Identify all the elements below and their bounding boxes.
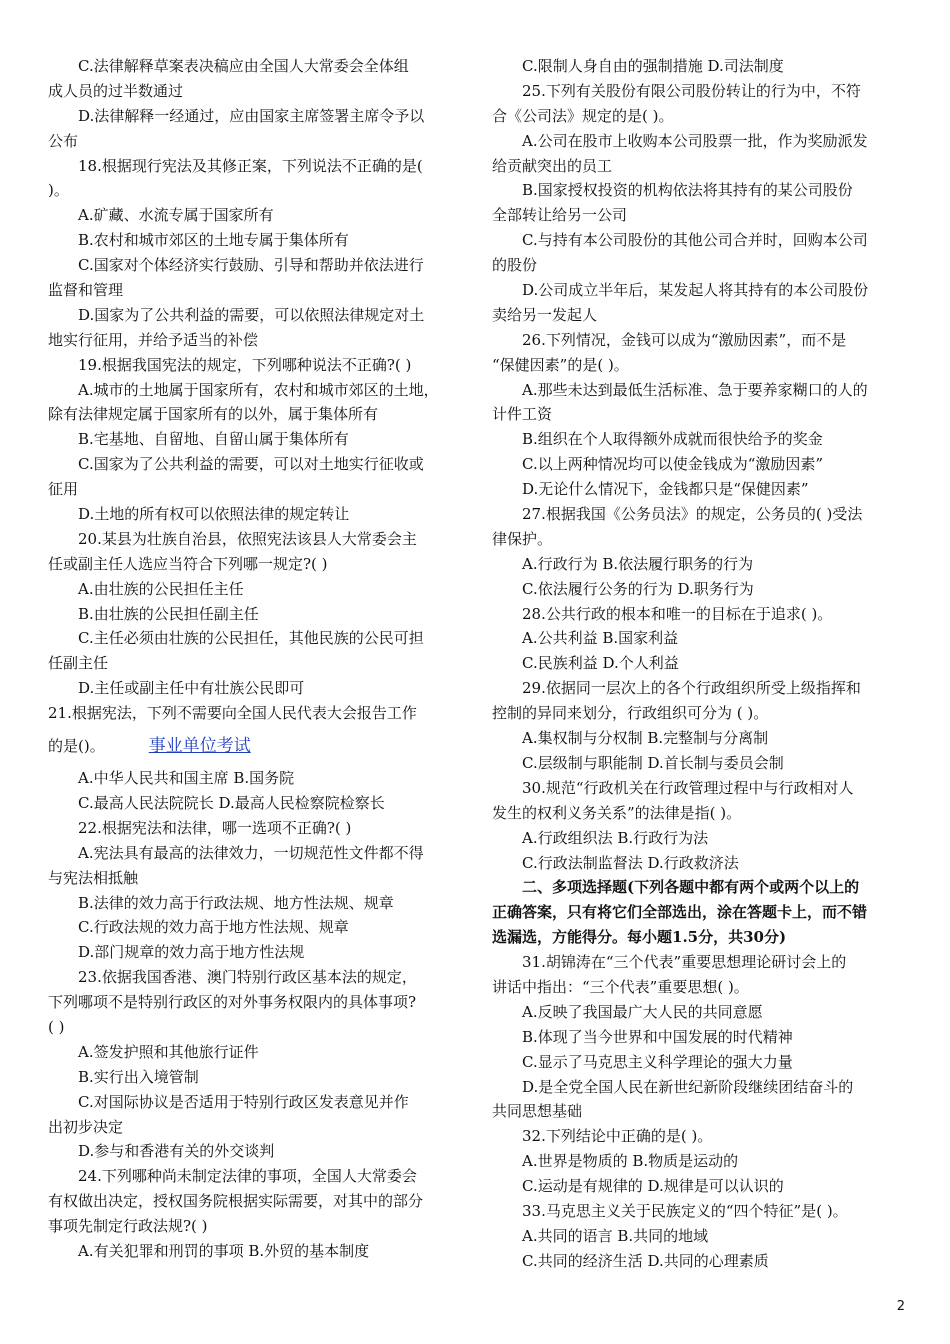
text-line: ( ) <box>48 1017 65 1036</box>
text-line: A.中华人民共和国主席 B.国务院 <box>78 769 295 788</box>
text-line: 有权做出决定，授权国务院根据实际需要，对其中的部分 <box>48 1192 424 1211</box>
text-line: D.国家为了公共利益的需要，可以依照法律规定对土 <box>78 305 425 324</box>
text-line: A.反映了我国最广大人民的共同意愿 <box>522 1002 763 1021</box>
text-line: B.农村和城市郊区的土地专属于集体所有 <box>78 231 349 250</box>
text-line: C.行政法制监督法 D.行政救济法 <box>522 853 739 872</box>
text-line: D.主任或副主任中有壮族公民即可 <box>78 679 305 698</box>
text-line: 二、多项选择题(下列各题中都有两个或两个以上的 <box>522 878 860 897</box>
text-line: C.国家对个体经济实行鼓励、引导和帮助并依法进行 <box>78 256 424 275</box>
text-line: 21.根据宪法，下列不需要向全国人民代表大会报告工作 <box>48 704 417 723</box>
text-line: 合《公司法》规定的是( )。 <box>492 106 674 125</box>
text-line: A.共同的语言 B.共同的地域 <box>522 1226 709 1245</box>
text-line: C.与持有本公司股份的其他公司合并时，回购本公司 <box>522 231 868 250</box>
text-line: D.部门规章的效力高于地方性法规 <box>78 943 305 962</box>
text-line: 成人员的过半数通过 <box>48 81 184 100</box>
question-21-tail-line <box>48 726 460 766</box>
right-column <box>492 54 904 1274</box>
left-column-part-2 <box>48 766 460 1264</box>
text-line: D.土地的所有权可以依照法律的规定转让 <box>78 505 350 524</box>
text-line: C.法律解释草案表决稿应由全国人大常委会全体组 <box>78 57 409 75</box>
text-line: 30.规范“行政机关在行政管理过程中与行政相对人 <box>522 778 854 797</box>
text-line: 22.根据宪法和法律，哪一选项不正确?( ) <box>78 818 352 837</box>
exam-link[interactable]: 事业单位考试 <box>148 736 251 757</box>
text-line: B.宅基地、自留地、自留山属于集体所有 <box>78 430 349 449</box>
text-line: 全部转让给另一公司 <box>492 206 628 225</box>
text-line: A.集权制与分权制 B.完整制与分离制 <box>522 729 769 748</box>
text-line: 32.下列结论中正确的是( )。 <box>522 1127 713 1146</box>
text-line: 给贡献突出的员工 <box>492 156 613 175</box>
text-line: C.民族利益 D.个人利益 <box>522 654 679 673</box>
page-number: 2 <box>896 1299 905 1314</box>
text-line: A.有关犯罪和刑罚的事项 B.外贸的基本制度 <box>78 1241 370 1260</box>
question-21-tail: 的是()。 <box>48 737 105 756</box>
text-line: 19.根据我国宪法的规定，下列哪种说法不正确?( ) <box>78 355 412 374</box>
text-line: 律保护。 <box>492 529 553 548</box>
text-line: A.公司在股市上收购本公司股票一批，作为奖励派发 <box>522 131 868 150</box>
text-line: 计件工资 <box>492 405 553 424</box>
text-line: 除有法律规定属于国家所有的以外，属于集体所有 <box>48 405 379 424</box>
text-line: 出初步决定 <box>48 1117 124 1136</box>
text-line: 的股份 <box>492 256 538 275</box>
text-line: C.依法履行公务的行为 D.职务行为 <box>522 579 754 598</box>
text-line: B.法律的效力高于行政法规、地方性法规、规章 <box>78 893 394 912</box>
text-line: A.行政组织法 B.行政行为法 <box>522 828 709 847</box>
text-line: 27.根据我国《公务员法》的规定，公务员的( )受法 <box>522 505 863 524</box>
text-line: A.那些未达到最低生活标准、急于要养家糊口的人的 <box>522 380 868 399</box>
text-line: C.国家为了公共利益的需要，可以对土地实行征收或 <box>78 455 424 474</box>
text-line: A.公共利益 B.国家利益 <box>522 629 679 648</box>
text-line: 26.下列情况，金钱可以成为“激励因素”，而不是 <box>522 330 847 349</box>
text-line: B.组织在个人取得额外成就而很快给予的奖金 <box>522 430 823 449</box>
text-line: 31.胡锦涛在“三个代表”重要思想理论研讨会上的 <box>522 953 847 972</box>
text-line: 18.根据现行宪法及其修正案，下列说法不正确的是( <box>78 156 423 175</box>
text-line: 20.某县为壮族自治县，依照宪法该县人大常委会主 <box>78 529 417 548</box>
text-line: D.是全党全国人民在新世纪新阶段继续团结奋斗的 <box>522 1077 854 1096</box>
text-line: 23.依据我国香港、澳门特别行政区基本法的规定， <box>78 968 417 987</box>
text-line: 征用 <box>48 480 79 499</box>
text-line: A.世界是物质的 B.物质是运动的 <box>522 1152 739 1171</box>
text-line: B.由壮族的公民担任副主任 <box>78 604 259 623</box>
text-line: C.共同的经济生活 D.共同的心理素质 <box>522 1251 769 1270</box>
text-line: 与宪法相抵触 <box>48 868 139 887</box>
text-line: 任副主任 <box>48 654 109 673</box>
text-line: C.以上两种情况均可以使金钱成为“激励因素” <box>522 455 824 474</box>
text-line: B.国家授权投资的机构依法将其持有的某公司股份 <box>522 181 853 200</box>
text-line: 卖给另一发起人 <box>492 305 598 324</box>
text-line: D.法律解释一经通过，应由国家主席签署主席令予以 <box>78 106 425 125</box>
text-line: C.对国际协议是否适用于特别行政区发表意见并作 <box>78 1092 409 1111</box>
text-line: C.最高人民法院院长 D.最高人民检察院检察长 <box>78 793 385 812</box>
text-line: C.层级制与职能制 D.首长制与委员会制 <box>522 753 784 772</box>
text-line: “保健因素”的是( )。 <box>492 355 629 374</box>
text-line: 地实行征用，并给予适当的补偿 <box>48 330 259 349</box>
text-line: A.签发护照和其他旅行证件 <box>78 1042 259 1061</box>
text-line: 29.依据同一层次上的各个行政组织所受上级指挥和 <box>522 679 861 698</box>
right-column-lines <box>492 54 904 1274</box>
text-line: B.体现了当今世界和中国发展的时代精神 <box>522 1027 793 1046</box>
text-line: C.显示了马克思主义科学理论的强大力量 <box>522 1052 793 1071</box>
text-line: C.运动是有规律的 D.规律是可以认识的 <box>522 1177 784 1196</box>
text-line: A.矿藏、水流专属于国家所有 <box>78 206 274 225</box>
text-line: 任或副主任人选应当符合下列哪一规定?( ) <box>48 554 328 573</box>
text-line: 28.公共行政的根本和唯一的目标在于追求( )。 <box>522 604 833 623</box>
text-line: 正确答案，只有将它们全部选出，涂在答题卡上，而不错 <box>492 903 868 922</box>
left-column <box>48 54 460 1264</box>
text-line: A.宪法具有最高的法律效力，一切规范性文件都不得 <box>78 843 424 862</box>
text-line: 讲话中指出：“三个代表”重要思想( )。 <box>492 977 749 996</box>
text-line: B.实行出入境管制 <box>78 1067 199 1086</box>
text-line: 下列哪项不是特别行政区的对外事务权限内的具体事项? <box>48 993 417 1012</box>
text-line: A.城市的土地属于国家所有，农村和城市郊区的土地， <box>78 380 439 399</box>
text-line: D.公司成立半年后，某发起人将其持有的本公司股份 <box>522 281 869 300</box>
text-line: D.参与和香港有关的外交谈判 <box>78 1142 275 1161</box>
text-line: 公布 <box>48 131 79 150</box>
text-line: 事项先制定行政法规?( ) <box>48 1217 208 1236</box>
text-line: )。 <box>48 181 69 200</box>
text-line: 共同思想基础 <box>492 1102 583 1121</box>
left-column-part-1 <box>48 54 460 726</box>
text-line: 发生的权利义务关系”的法律是指( )。 <box>492 803 742 822</box>
text-line: 25.下列有关股份有限公司股份转让的行为中，不符 <box>522 81 861 100</box>
text-line: D.无论什么情况下，金钱都只是“保健因素” <box>522 480 809 499</box>
text-line: A.行政行为 B.依法履行职务的行为 <box>522 554 754 573</box>
text-line: 33.马克思主义关于民族定义的“四个特征”是( )。 <box>522 1201 848 1220</box>
text-line: A.由壮族的公民担任主任 <box>78 579 244 598</box>
text-line: 监督和管理 <box>48 281 124 300</box>
text-line: 控制的异同来划分，行政组织可分为 ( )。 <box>492 704 769 723</box>
text-line: C.主任必须由壮族的公民担任，其他民族的公民可担 <box>78 629 424 648</box>
text-line: C.行政法规的效力高于地方性法规、规章 <box>78 918 349 937</box>
text-line: C.限制人身自由的强制措施 D.司法制度 <box>522 57 784 75</box>
text-line: 选漏选，方能得分。每小题1.5分，共30分) <box>492 928 787 947</box>
text-line: 24.下列哪种尚未制定法律的事项，全国人大常委会 <box>78 1167 417 1186</box>
